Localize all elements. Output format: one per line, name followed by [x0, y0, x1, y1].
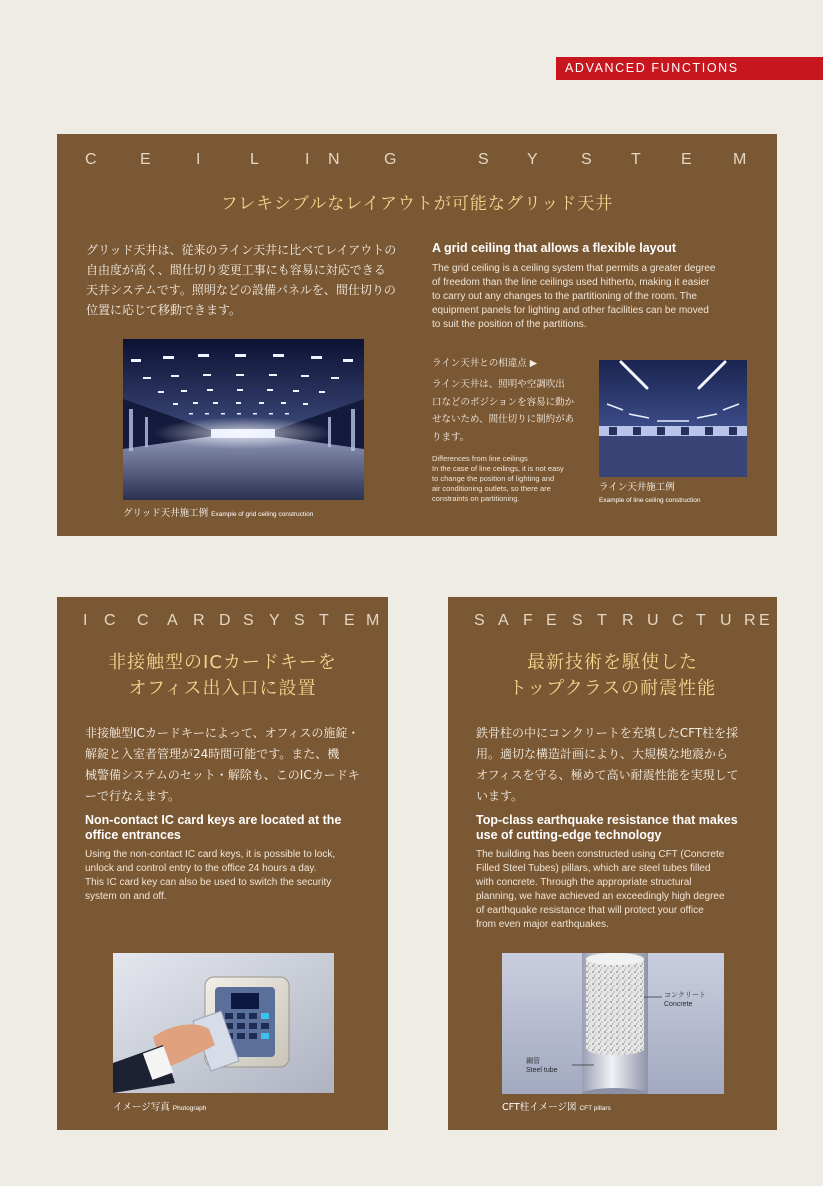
ceiling-en-heading: A grid ceiling that allows a flexible layout: [432, 241, 677, 255]
ceiling-jp-body: [86, 240, 416, 320]
text-line: ーで行なえます。: [85, 789, 181, 803]
ceiling-headline: フレキシブルなレイアウトが可能なグリッド天井: [220, 194, 614, 214]
text-line: ります。: [432, 431, 470, 443]
safe-headline: [448, 650, 777, 702]
ic-jp-body: [85, 723, 360, 807]
steel-tube-label: [526, 1057, 558, 1075]
ic-card-panel: [57, 597, 388, 1130]
title-letter: N: [328, 151, 340, 168]
title-letter: T: [631, 151, 641, 168]
ic-headline: [57, 650, 388, 702]
caption-jp: グリッド天井施工例: [123, 508, 209, 519]
title-letter: E: [140, 151, 151, 168]
grid-ceiling-photo: [123, 339, 364, 500]
caption-en: CFT pillars: [579, 1105, 611, 1112]
title-letter: S: [294, 612, 305, 629]
text-line: グリッド天井は、従来のライン天井に比べてレイアウトの: [86, 243, 397, 257]
text-line: with concrete. Through the appropriate structural: [476, 877, 692, 888]
title-letter: Y: [527, 151, 538, 168]
text-line: オフィスを守る、極めて高い耐震性能を実現して: [476, 768, 739, 782]
title-letter: I: [83, 612, 88, 629]
title-letter: M: [366, 612, 380, 629]
title-letter: E: [681, 151, 692, 168]
headline-line: 非接触型のICカードキーを: [108, 652, 337, 673]
title-letter: S: [572, 612, 583, 629]
title-letter: U: [647, 612, 659, 629]
ic-en-heading: [85, 813, 341, 843]
text-line: office entrances: [85, 828, 181, 842]
title-letter: F: [523, 612, 533, 629]
caption-en: Photograph: [172, 1105, 207, 1112]
title-letter: L: [250, 151, 259, 168]
title-letter: E: [546, 612, 557, 629]
text-line: of freedom than the line ceilings used hitherto, making it easier: [432, 277, 710, 288]
text-line: constraints on partitioning.: [432, 494, 520, 503]
headline-line: 最新技術を駆使した: [527, 652, 698, 673]
label-jp: 鋼管: [526, 1057, 540, 1065]
safe-en-body: [476, 848, 725, 932]
text-line: to suit the position of the partitions.: [432, 319, 587, 330]
text-line: to change the position of lighting and: [432, 474, 555, 483]
ceiling-en-body: [432, 262, 767, 332]
ic-photo-caption: [113, 1099, 206, 1113]
ic-en-body: [85, 848, 335, 904]
text-line: 自由度が高く、間仕切り変更工事にも容易に対応できる: [86, 263, 386, 277]
text-line: This IC card key can also be used to switch the security: [85, 877, 332, 888]
title-letter: S: [243, 612, 254, 629]
text-line: system on and off.: [85, 891, 167, 902]
text-line: 鉄骨柱の中にコンクリートを充填したCFT柱を採: [476, 726, 739, 740]
title-letter: C: [672, 612, 684, 629]
text-line: ライン天井は、照明や空調吹出: [432, 379, 565, 390]
title-letter: R: [622, 612, 634, 629]
text-line: 位置に応じて移動できます。: [86, 303, 242, 317]
text-line: of earthquake resistance that will protect your office: [476, 905, 704, 916]
headline-line: トップクラスの耐震性能: [508, 678, 717, 699]
caption-en: Example of line ceiling construction: [599, 497, 701, 504]
cft-caption: [502, 1099, 611, 1113]
title-letter: A: [498, 612, 509, 629]
title-letter: A: [167, 612, 178, 629]
title-letter: I: [305, 151, 310, 168]
text-line: unlock and control entry to the office 24 hours a day.: [85, 863, 317, 874]
title-letter: U: [720, 612, 732, 629]
text-line: 天井システムです。照明などの設備パネルを、間仕切りの: [86, 283, 396, 297]
text-line: Differences from line ceilings: [432, 454, 528, 463]
text-line: use of cutting-edge technology: [476, 828, 662, 842]
text-line: Filled Steel Tubes) pillars, which are steel tubes filled: [476, 863, 711, 874]
text-line: The building has been constructed using CFT (Concrete: [476, 849, 725, 860]
grid-ceiling-caption: [123, 505, 313, 519]
line-ceiling-photo: [599, 360, 747, 477]
title-letter: G: [384, 151, 397, 168]
text-line: In the case of line ceilings, it is not easy: [432, 464, 564, 473]
text-line: to carry out any changes to the partitioning of the room. The: [432, 291, 697, 302]
diff-en-body: [432, 454, 564, 504]
ceiling-system-panel: [57, 134, 777, 536]
title-letter: T: [597, 612, 607, 629]
text-line: 解錠と入室者管理が24時間可能です。また、機: [85, 747, 340, 761]
title-letter: R: [744, 612, 756, 629]
label-jp: コンクリート: [664, 991, 706, 999]
headline-line: オフィス出入口に設置: [128, 678, 317, 699]
title-letter: D: [219, 612, 231, 629]
text-line: Non-contact IC card keys are located at the: [85, 813, 342, 827]
title-letter: R: [193, 612, 205, 629]
text-line: 非接触型ICカードキーによって、オフィスの施錠・: [85, 726, 360, 740]
text-line: from even major earthquakes.: [476, 919, 609, 930]
safe-en-heading: [476, 813, 738, 843]
title-letter: E: [759, 612, 770, 629]
title-letter: C: [85, 151, 97, 168]
diff-jp-body: [432, 376, 574, 446]
title-letter: S: [581, 151, 592, 168]
text-line: Top-class earthquake resistance that makes: [476, 813, 738, 827]
text-line: 口などのポジションを容易に動か: [432, 396, 575, 408]
label-en: Steel tube: [526, 1067, 558, 1074]
safe-jp-body: [476, 723, 739, 807]
caption-jp: ライン天井施工例: [599, 482, 675, 493]
text-line: います。: [476, 789, 524, 803]
text-line: air conditioning outlets, so there are: [432, 484, 551, 493]
safe-structure-panel: [448, 597, 777, 1130]
title-letter: I: [196, 151, 201, 168]
ic-card-photo: [113, 953, 334, 1093]
text-line: せないため、間仕切りに制約があ: [432, 414, 575, 425]
text-line: 械警備システムのセット・解除も、このICカードキ: [85, 768, 360, 782]
diff-title: ライン天井との相違点 ▶: [432, 358, 538, 369]
text-line: 用。適切な構造計画により、大規模な地震から: [476, 747, 729, 761]
caption-en: Example of grid ceiling construction: [211, 511, 314, 518]
text-line: The grid ceiling is a ceiling system that permits a greater degree: [432, 263, 716, 274]
label-en: Concrete: [664, 1001, 693, 1008]
concrete-label: [664, 991, 706, 1009]
line-ceiling-caption: [599, 482, 701, 507]
title-letter: E: [344, 612, 355, 629]
title-letter: T: [319, 612, 329, 629]
title-letter: S: [478, 151, 489, 168]
text-line: Using the non-contact IC card keys, it is possible to lock,: [85, 849, 336, 860]
title-letter: Y: [269, 612, 280, 629]
text-line: planning, we have achieved an exceedingly high degree: [476, 891, 725, 902]
title-letter: C: [104, 612, 116, 629]
title-letter: S: [474, 612, 485, 629]
section-tag: ADVANCED FUNCTIONS: [556, 57, 823, 80]
title-letter: C: [137, 612, 149, 629]
title-letter: T: [696, 612, 706, 629]
caption-jp: イメージ写真: [113, 1102, 170, 1113]
title-letter: M: [733, 151, 747, 168]
caption-jp: CFT柱イメージ図: [502, 1102, 577, 1113]
text-line: equipment panels for lighting and other facilities can be moved: [432, 305, 709, 316]
